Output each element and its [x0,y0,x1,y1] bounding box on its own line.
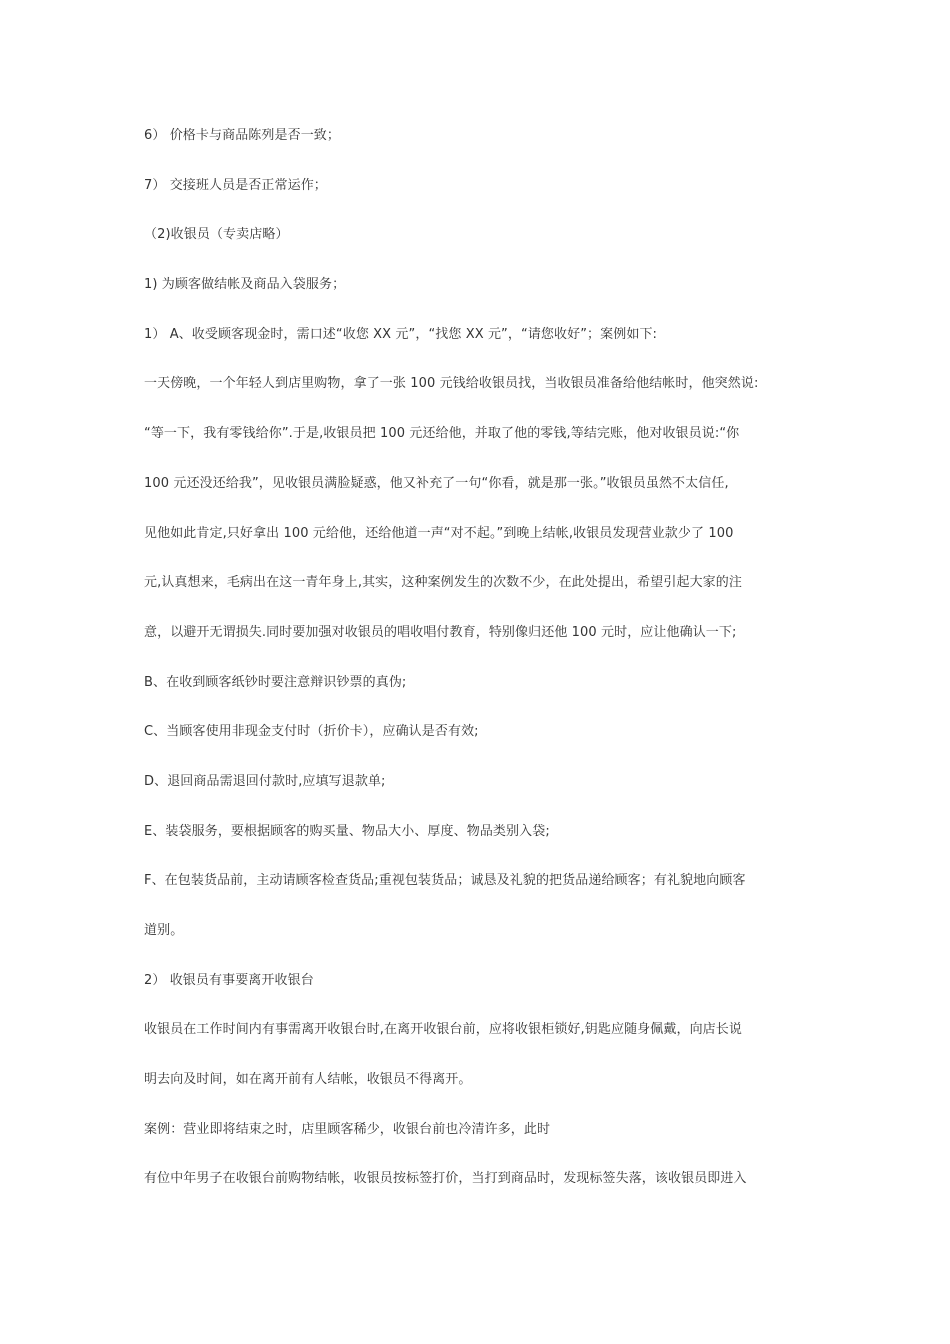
text-line: D、退回商品需退回付款时,应填写退款单; [144,773,386,789]
text-line: 1） A、收受顾客现金时，需口述“收您 XX 元”，“找您 XX 元”，“请您收好”；案例如下: [144,326,658,342]
text-line: 一天傍晚，一个年轻人到店里购物，拿了一张 100 元钱给收银员找，当收银员准备给他结帐时，他突然说: [144,376,759,392]
text-line: 意，以避开无谓损失.同时要加强对收银员的唱收唱付教育，特别像归还他 100 元时，应让他确认一下; [144,624,737,640]
text-line: 道别。 [144,923,184,938]
text-line: 6） 价格卡与商品陈列是否一致； [144,128,341,143]
text-line: 7） 交接班人员是否正常运作； [144,177,327,193]
text-line: “等一下，我有零钱给你”.于是,收银员把 100 元还给他，并取了他的零钱,等结完账，他对收银员说:“你 [144,426,740,442]
document-body [144,123,816,1216]
text-line: 2） 收银员有事要离开收银台 [144,972,314,988]
text-line: 100 元还没还给我”，见收银员满脸疑惑，他又补充了一句“你看，就是那一张。”收银员虽然不太信任, [144,475,729,491]
text-line: C、当顾客使用非现金支付时（折价卡），应确认是否有效; [144,724,479,740]
text-line: B、在收到顾客纸钞时要注意辩识钞票的真伪; [144,674,407,690]
text-line: 见他如此肯定,只好拿出 100 元给他，还给他道一声“对不起。”到晚上结帐,收银员发现营业款少了 100 [144,525,734,541]
text-line: F、在包装货品前，主动请顾客检查货品;重视包装货品；诚恳及礼貌的把货品递给顾客；有礼貌地向顾客 [144,873,746,889]
section-heading: （2)收银员（专卖店略） [144,227,289,243]
text-line: 收银员在工作时间内有事需离开收银台时,在离开收银台前，应将收银柜锁好,钥匙应随身佩戴，向店长说 [144,1022,742,1038]
text-line: E、装袋服务，要根据顾客的购买量、物品大小、厚度、物品类别入袋; [144,823,550,839]
text-line: 案例：营业即将结束之时，店里顾客稀少，收银台前也冷清许多，此时 [144,1121,551,1137]
text-line: 1) 为顾客做结帐及商品入袋服务； [144,277,346,293]
text-line: 明去向及时间，如在离开前有人结帐，收银员不得离开。 [144,1072,472,1088]
text-line: 元,认真想来，毛病出在这一青年身上,其实，这种案例发生的次数不少，在此处提出，希望引起大家的注 [144,575,742,591]
text-line: 有位中年男子在收银台前购物结帐，收银员按标签打价，当打到商品时，发现标签失落，该收银员即进入 [144,1171,747,1187]
